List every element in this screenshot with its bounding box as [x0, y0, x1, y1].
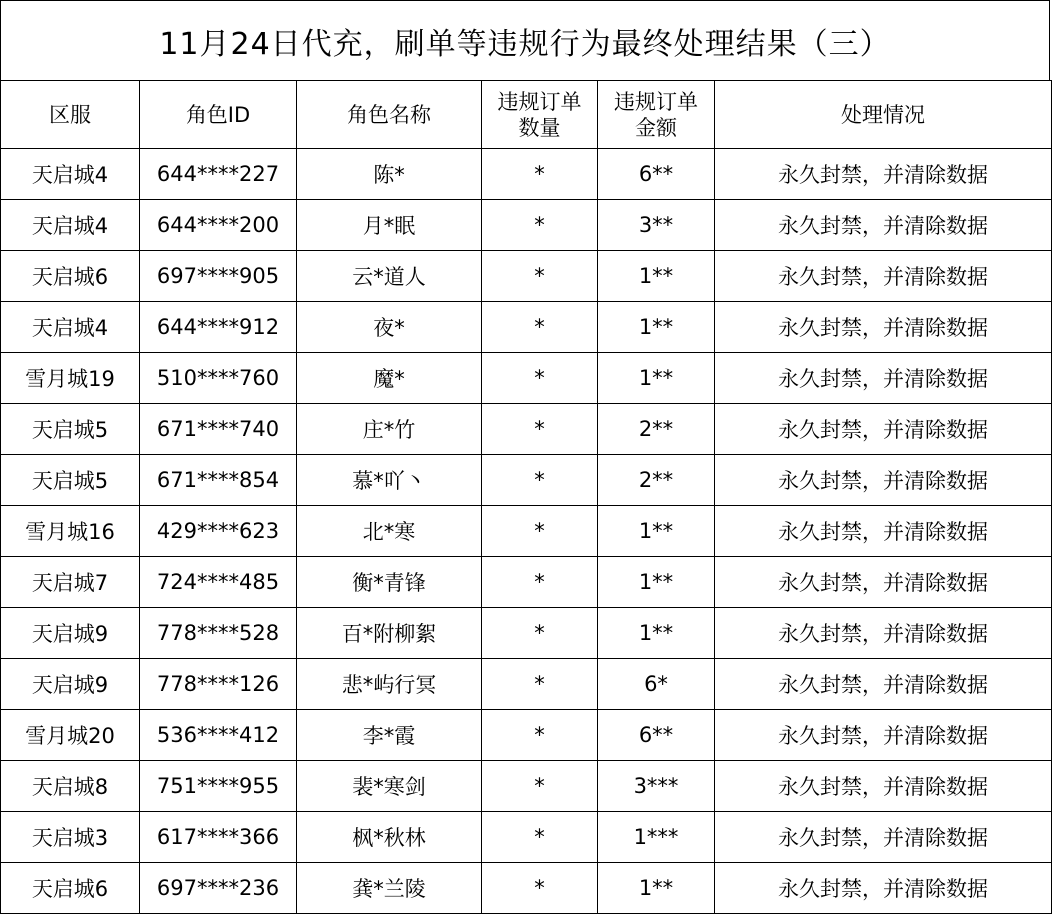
cell-server: 天启城9: [1, 659, 140, 710]
cell-server: 天启城9: [1, 608, 140, 659]
header-order-amount-line1: 违规订单: [614, 89, 698, 114]
header-order-amount: [598, 81, 715, 149]
cell-order-amount: 2**: [598, 404, 715, 455]
cell-server: 雪月城19: [1, 353, 140, 404]
cell-order-count: *: [482, 200, 598, 251]
table-row: [1, 761, 1052, 812]
cell-role-name: 北*寒: [297, 506, 482, 557]
table-row: [1, 200, 1052, 251]
cell-server: 天启城4: [1, 302, 140, 353]
cell-result: 永久封禁，并清除数据: [715, 608, 1052, 659]
cell-role-name: 枫*秋林: [297, 812, 482, 863]
cell-order-count: *: [482, 761, 598, 812]
cell-role-id: 724****485: [140, 557, 297, 608]
header-role-name: 角色名称: [297, 81, 482, 149]
cell-role-id: 778****126: [140, 659, 297, 710]
cell-role-name: 陈*: [297, 149, 482, 200]
cell-server: 天启城3: [1, 812, 140, 863]
cell-result: 永久封禁，并清除数据: [715, 659, 1052, 710]
cell-result: 永久封禁，并清除数据: [715, 455, 1052, 506]
cell-server: 天启城7: [1, 557, 140, 608]
cell-order-amount: 1**: [598, 302, 715, 353]
cell-order-count: *: [482, 506, 598, 557]
table-row: [1, 710, 1052, 761]
cell-order-count: *: [482, 710, 598, 761]
cell-role-name: 月*眠: [297, 200, 482, 251]
table-row: [1, 863, 1052, 914]
cell-order-count: *: [482, 251, 598, 302]
cell-order-amount: 1**: [598, 557, 715, 608]
cell-order-amount: 1***: [598, 812, 715, 863]
table-header-row: [1, 81, 1052, 149]
cell-order-count: *: [482, 608, 598, 659]
table-row: [1, 353, 1052, 404]
cell-result: 永久封禁，并清除数据: [715, 812, 1052, 863]
cell-order-amount: 1**: [598, 251, 715, 302]
table-row: [1, 659, 1052, 710]
cell-server: 雪月城20: [1, 710, 140, 761]
cell-order-count: *: [482, 404, 598, 455]
cell-order-count: *: [482, 353, 598, 404]
cell-role-id: 697****905: [140, 251, 297, 302]
cell-server: 天启城4: [1, 200, 140, 251]
cell-role-id: 697****236: [140, 863, 297, 914]
cell-order-count: *: [482, 812, 598, 863]
cell-order-amount: 3**: [598, 200, 715, 251]
table-row: [1, 302, 1052, 353]
header-server: 区服: [1, 81, 140, 149]
cell-result: 永久封禁，并清除数据: [715, 302, 1052, 353]
cell-order-count: *: [482, 302, 598, 353]
cell-server: 天启城5: [1, 455, 140, 506]
cell-role-id: 536****412: [140, 710, 297, 761]
cell-role-name: 裴*寒剑: [297, 761, 482, 812]
cell-role-name: 李*霞: [297, 710, 482, 761]
cell-result: 永久封禁，并清除数据: [715, 761, 1052, 812]
cell-order-amount: 1**: [598, 863, 715, 914]
cell-result: 永久封禁，并清除数据: [715, 710, 1052, 761]
cell-role-name: 夜*: [297, 302, 482, 353]
table-row: [1, 455, 1052, 506]
cell-order-amount: 3***: [598, 761, 715, 812]
page-title: 11月24日代充，刷单等违规行为最终处理结果（三）: [0, 0, 1050, 80]
table-row: [1, 251, 1052, 302]
cell-result: 永久封禁，并清除数据: [715, 506, 1052, 557]
cell-result: 永久封禁，并清除数据: [715, 863, 1052, 914]
table-row: [1, 557, 1052, 608]
cell-server: 天启城8: [1, 761, 140, 812]
cell-role-id: 644****200: [140, 200, 297, 251]
cell-role-name: 慕*吖丶: [297, 455, 482, 506]
cell-role-name: 云*道人: [297, 251, 482, 302]
cell-role-id: 644****912: [140, 302, 297, 353]
cell-server: 天启城6: [1, 863, 140, 914]
cell-order-amount: 6**: [598, 149, 715, 200]
cell-order-count: *: [482, 557, 598, 608]
cell-result: 永久封禁，并清除数据: [715, 149, 1052, 200]
table-row: [1, 506, 1052, 557]
cell-role-id: 778****528: [140, 608, 297, 659]
cell-role-id: 429****623: [140, 506, 297, 557]
cell-order-count: *: [482, 659, 598, 710]
cell-role-name: 魔*: [297, 353, 482, 404]
table-row: [1, 608, 1052, 659]
cell-order-count: *: [482, 455, 598, 506]
table-body: [1, 149, 1052, 914]
cell-order-amount: 1**: [598, 506, 715, 557]
cell-role-name: 百*附柳絮: [297, 608, 482, 659]
cell-server: 天启城6: [1, 251, 140, 302]
cell-server: 天启城4: [1, 149, 140, 200]
cell-result: 永久封禁，并清除数据: [715, 404, 1052, 455]
cell-role-id: 671****854: [140, 455, 297, 506]
cell-role-id: 510****760: [140, 353, 297, 404]
header-order-count-line1: 违规订单: [497, 89, 582, 114]
table-row: [1, 812, 1052, 863]
table-row: [1, 149, 1052, 200]
cell-result: 永久封禁，并清除数据: [715, 251, 1052, 302]
cell-order-amount: 2**: [598, 455, 715, 506]
cell-order-amount: 1**: [598, 608, 715, 659]
table-row: [1, 404, 1052, 455]
cell-role-name: 庄*竹: [297, 404, 482, 455]
cell-role-name: 悲*屿行冥: [297, 659, 482, 710]
cell-result: 永久封禁，并清除数据: [715, 353, 1052, 404]
cell-order-count: *: [482, 863, 598, 914]
cell-result: 永久封禁，并清除数据: [715, 200, 1052, 251]
cell-role-id: 751****955: [140, 761, 297, 812]
cell-role-id: 644****227: [140, 149, 297, 200]
cell-order-amount: 6**: [598, 710, 715, 761]
cell-role-id: 617****366: [140, 812, 297, 863]
cell-order-amount: 6*: [598, 659, 715, 710]
cell-server: 天启城5: [1, 404, 140, 455]
results-table: [0, 80, 1052, 914]
cell-server: 雪月城16: [1, 506, 140, 557]
header-order-count: [482, 81, 598, 149]
cell-result: 永久封禁，并清除数据: [715, 557, 1052, 608]
cell-role-id: 671****740: [140, 404, 297, 455]
header-order-count-line2: 数量: [518, 115, 561, 140]
cell-role-name: 龚*兰陵: [297, 863, 482, 914]
cell-order-amount: 1**: [598, 353, 715, 404]
cell-role-name: 衡*青锋: [297, 557, 482, 608]
cell-order-count: *: [482, 149, 598, 200]
header-result: 处理情况: [715, 81, 1052, 149]
header-role-id: 角色ID: [140, 81, 297, 149]
header-order-amount-line2: 金额: [635, 115, 677, 140]
